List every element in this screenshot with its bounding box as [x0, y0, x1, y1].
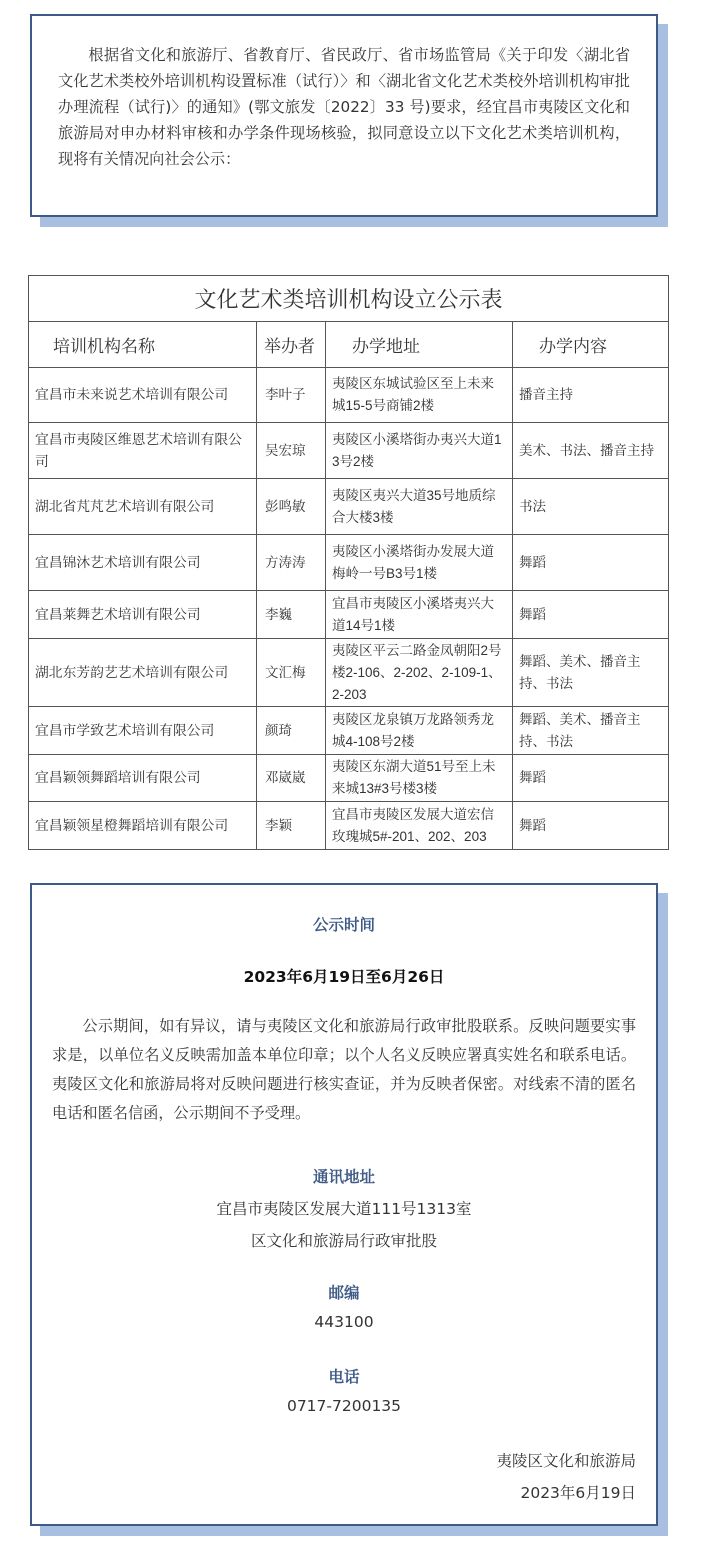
cell-address: 夷陵区东城试验区至上未来城15-5号商铺2楼	[326, 368, 513, 423]
signature-date: 2023年6月19日	[520, 1484, 636, 1502]
cell-host: 李巍	[257, 591, 326, 639]
cell-content: 书法	[513, 479, 669, 535]
cell-address: 宜昌市夷陵区发展大道宏信玫瑰城5#-201、202、203	[326, 802, 513, 850]
cell-host: 文汇梅	[257, 639, 326, 707]
cell-address: 宜昌市夷陵区小溪塔夷兴大道14号1楼	[326, 591, 513, 639]
table-row	[29, 802, 669, 850]
address-line-1: 宜昌市夷陵区发展大道111号1313室	[216, 1200, 472, 1218]
cell-address: 夷陵区平云二路金凤朝阳2号楼2-106、2-202、2-109-1、2-203	[326, 639, 513, 707]
cell-content: 舞蹈	[513, 802, 669, 850]
notice-panel	[30, 883, 658, 1526]
cell-address: 夷陵区小溪塔街办发展大道梅岭一号B3号1楼	[326, 535, 513, 591]
address-line-2: 区文化和旅游局行政审批股	[250, 1232, 437, 1250]
header-org-name: 培训机构名称	[29, 322, 257, 368]
cell-org-name: 湖北省芃芃艺术培训有限公司	[29, 479, 257, 535]
table-title: 文化艺术类培训机构设立公示表	[29, 276, 669, 322]
cell-address: 夷陵区龙泉镇万龙路领秀龙城4-108号2楼	[326, 707, 513, 755]
notice-paragraph: 公示期间，如有异议，请与夷陵区文化和旅游局行政审批股联系。反映问题要实事求是，以单位名义反映需加盖本单位印章；以个人名义反映应署真实姓名和联系电话。夷陵区文化和旅游局将对反映问题进行核实查证，并为反映者保密。对线索不清的匿名电话和匿名信函，公示期间不予受理。	[52, 1017, 636, 1122]
cell-content: 舞蹈	[513, 755, 669, 802]
cell-content: 美术、书法、播音主持	[513, 423, 669, 479]
cell-content: 舞蹈、美术、播音主持、书法	[513, 707, 669, 755]
period-title: 公示时间	[312, 916, 375, 934]
table-row	[29, 755, 669, 802]
table-row	[29, 479, 669, 535]
notice-panel-frame	[30, 883, 658, 1526]
cell-org-name: 宜昌莱舞艺术培训有限公司	[29, 591, 257, 639]
address-title: 通讯地址	[312, 1168, 375, 1186]
cell-content: 舞蹈	[513, 591, 669, 639]
table-row	[29, 423, 669, 479]
signature-org: 夷陵区文化和旅游局	[496, 1452, 636, 1470]
cell-org-name: 宜昌颖领星橙舞蹈培训有限公司	[29, 802, 257, 850]
header-content: 办学内容	[513, 322, 669, 368]
table-header-row	[29, 322, 669, 368]
intro-paragraph: 根据省文化和旅游厅、省教育厅、省民政厅、省市场监管局《关于印发〈湖北省文化艺术类校外培训机构设置标准（试行）〉和〈湖北省文化艺术类校外培训机构审批办理流程（试行)〉的通知》(鄂文旅发〔2022〕33 号)要求，经宜昌市夷陵区文化和旅游局对申办材料审核和办学条件现场核验，拟同意设立以下文化艺术类培训机构，现将有关情况向社会公示：	[58, 46, 630, 168]
cell-host: 方涛涛	[257, 535, 326, 591]
intro-panel	[30, 14, 658, 217]
table-row	[29, 639, 669, 707]
cell-org-name: 宜昌市夷陵区维恩艺术培训有限公司	[29, 423, 257, 479]
intro-panel-frame	[30, 14, 658, 217]
table-row	[29, 368, 669, 423]
cell-host: 李颖	[257, 802, 326, 850]
table-row	[29, 707, 669, 755]
cell-content: 舞蹈	[513, 535, 669, 591]
publicity-table-area	[28, 275, 668, 850]
cell-address: 夷陵区小溪塔街办夷兴大道13号2楼	[326, 423, 513, 479]
table-row	[29, 535, 669, 591]
cell-host: 彭鸣敏	[257, 479, 326, 535]
phone-value: 0717-7200135	[286, 1397, 402, 1415]
cell-org-name: 宜昌颖领舞蹈培训有限公司	[29, 755, 257, 802]
cell-host: 李叶子	[257, 368, 326, 423]
table-row	[29, 591, 669, 639]
postcode-value: 443100	[314, 1313, 374, 1331]
header-address: 办学地址	[326, 322, 513, 368]
cell-org-name: 湖北东芳韵艺艺术培训有限公司	[29, 639, 257, 707]
cell-host: 颜琦	[257, 707, 326, 755]
cell-address: 夷陵区夷兴大道35号地质综合大楼3楼	[326, 479, 513, 535]
cell-host: 吴宏琼	[257, 423, 326, 479]
publicity-table	[28, 275, 669, 850]
cell-host: 邓崴崴	[257, 755, 326, 802]
period-value: 2023年6月19日至6月26日	[243, 968, 445, 986]
cell-address: 夷陵区东湖大道51号至上未来城13#3号楼3楼	[326, 755, 513, 802]
cell-content: 播音主持	[513, 368, 669, 423]
cell-org-name: 宜昌市学致艺术培训有限公司	[29, 707, 257, 755]
cell-org-name: 宜昌锦沐艺术培训有限公司	[29, 535, 257, 591]
cell-org-name: 宜昌市未来说艺术培训有限公司	[29, 368, 257, 423]
header-host: 举办者	[257, 322, 326, 368]
cell-content: 舞蹈、美术、播音主持、书法	[513, 639, 669, 707]
phone-title: 电话	[328, 1368, 360, 1386]
postcode-title: 邮编	[328, 1284, 360, 1302]
